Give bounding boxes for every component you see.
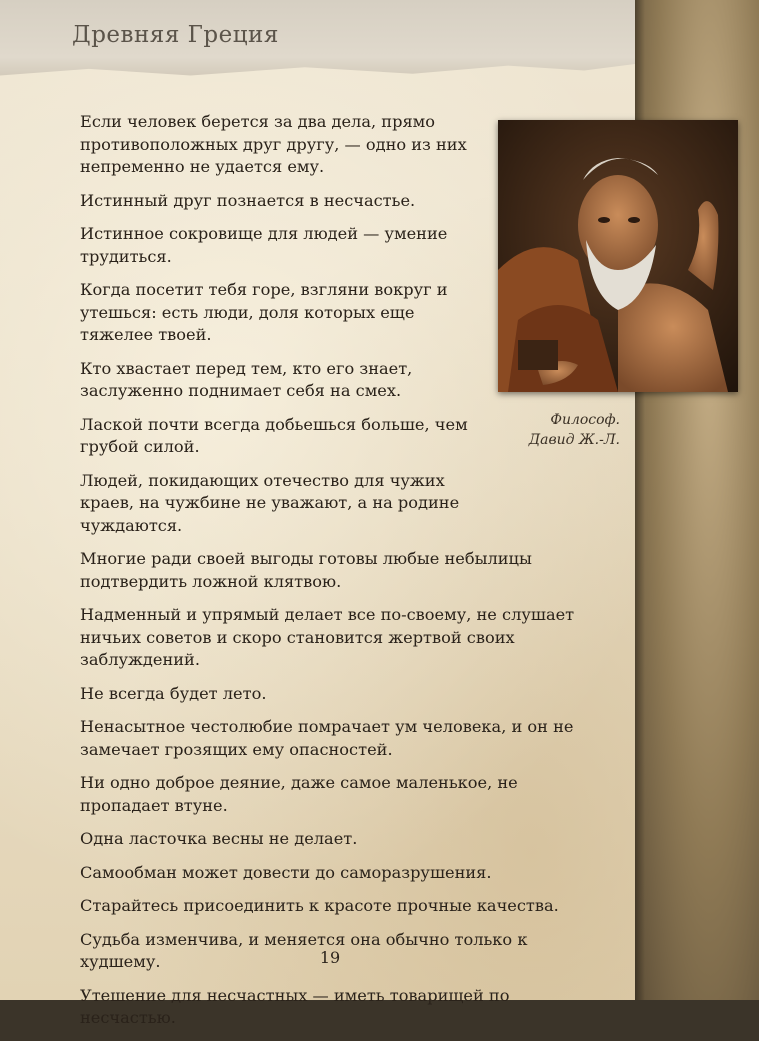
aphorism-paragraph: Людей, покидающих отечество для чужих краев, на чужбине не уважают, а на родине чуждаются. xyxy=(80,470,460,535)
aphorism-paragraph: Утешение для несчастных — иметь товарищей по несчастью. xyxy=(80,985,510,1027)
aphorism-paragraph: Когда посетит тебя горе, взгляни вокруг и утешься: есть люди, доля которых еще тяжелее твоей. xyxy=(80,280,448,344)
aphorism-paragraph: Не всегда будет лето. xyxy=(80,683,267,703)
aphorism-paragraph: Одна ласточка весны не делает. xyxy=(80,829,358,848)
caption-artist: Давид Ж.-Л. xyxy=(528,432,620,448)
aphorism-paragraph: Кто хвастает перед тем, кто его знает, заслуженно поднимает себя на смех. xyxy=(80,358,413,400)
aphorism-paragraph: Ненасытное честолюбие помрачает ум человека, и он не замечает грозящих ему опасностей. xyxy=(80,717,574,759)
chapter-title: Древняя Греция xyxy=(72,22,279,48)
aphorism-paragraph: Самообман может довести до саморазрушения. xyxy=(80,862,492,882)
aphorism-paragraph: Судьба изменчива, и меняется она обычно только к худшему. xyxy=(80,929,528,971)
aphorism-paragraph: Старайтесь присоединить к красоте прочные качества. xyxy=(80,896,559,915)
aphorism-list xyxy=(80,111,580,1041)
aphorism-paragraph: Ни одно доброе деяние, даже самое маленькое, не пропадает втуне. xyxy=(80,773,518,815)
aphorism-paragraph: Лаской почти всегда добьешься больше, чем грубой силой. xyxy=(80,414,468,456)
caption-title: Философ. xyxy=(550,412,620,428)
aphorism-paragraph: Истинное сокровище для людей — умение трудиться. xyxy=(80,224,448,266)
aphorism-paragraph: Надменный и упрямый делает все по-своему, не слушает ничьих советов и скоро становится жертвой своих заблуждений. xyxy=(80,605,575,669)
aphorism-paragraph: Истинный друг познается в несчастье. xyxy=(80,190,416,210)
page-number: 19 xyxy=(319,948,341,967)
aphorism-paragraph: Многие ради своей выгоды готовы любые небылицы подтвердить ложной клятвою. xyxy=(80,549,532,591)
aphorism-paragraph: Если человек берется за два дела, прямо противоположных друг другу, — одно из них непременно не удается ему. xyxy=(80,112,467,176)
